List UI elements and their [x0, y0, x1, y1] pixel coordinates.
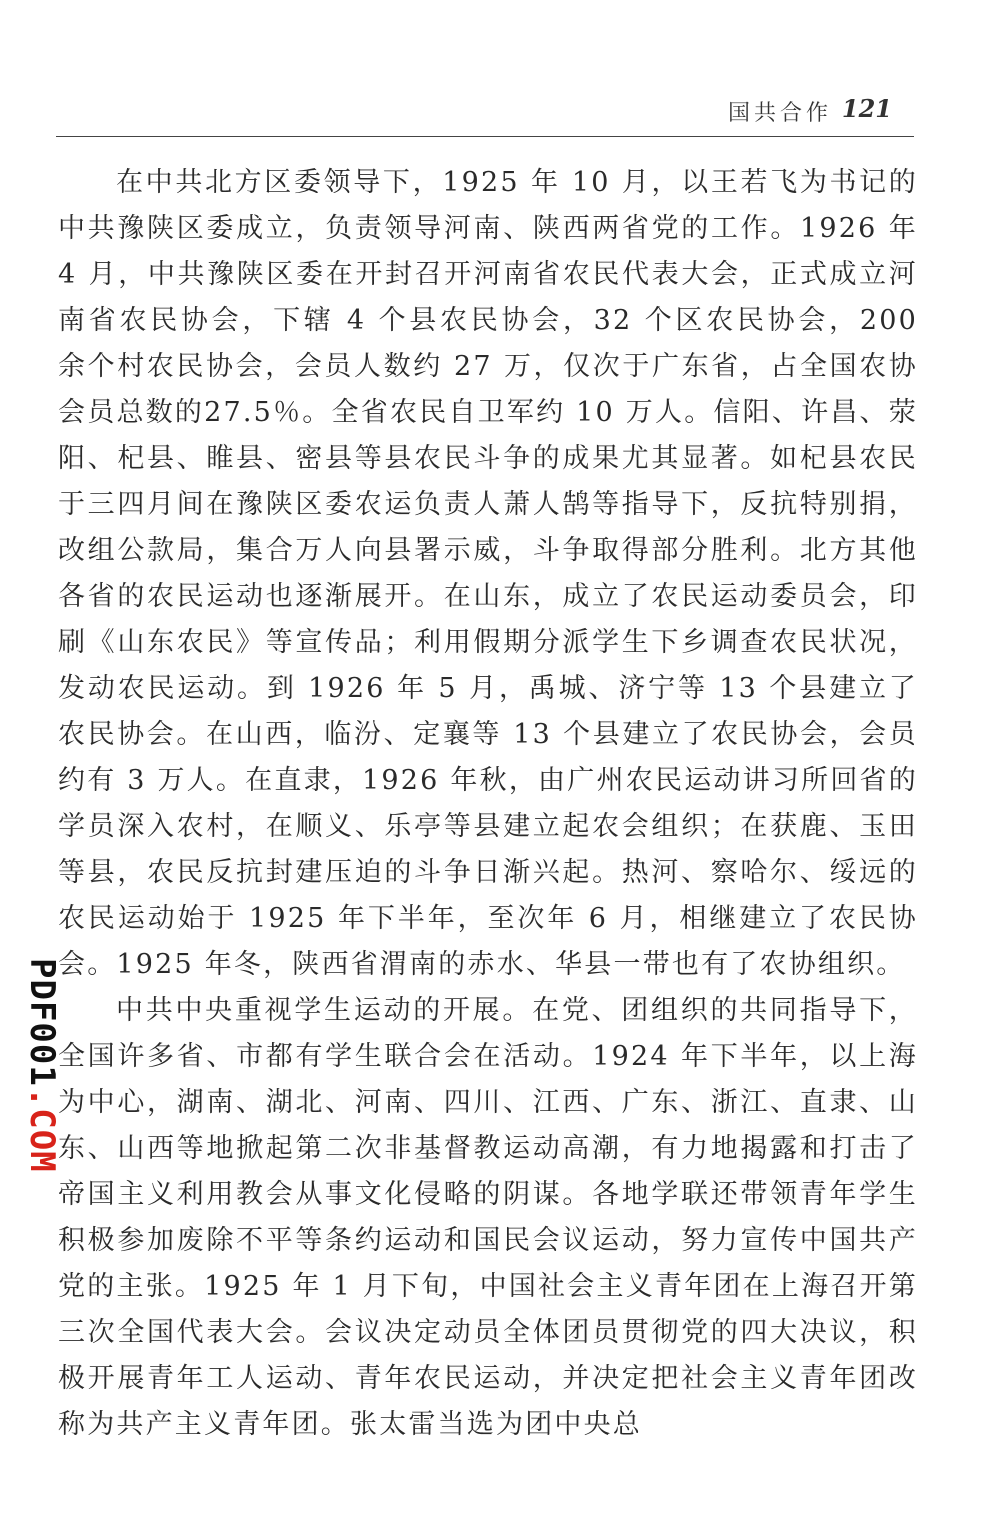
paragraph-2: 中共中央重视学生运动的开展。在党、团组织的共同指导下，全国许多省、市都有学生联合会在活动。1924 年下半年，以上海为中心，湖南、湖北、河南、四川、江西、广东、浙江、直隶、山东、山西等地掀起第二次非基督教运动高潮，有力地揭露和打击了帝国主义利用教会从事文化侵略的阴谋。各地学联还带领青年学生积极参加废除不平等条约运动和国民会议运动，努力宣传中国共产党的主张。1925 年 1 月下旬，中国社会主义青年团在上海召开第三次全国代表大会。会议决定动员全体团员贯彻党的四大决议，积极开展青年工人运动、青年农民运动，并决定把社会主义青年团改称为共产主义青年团。张太雷当选为团中央总: [58, 995, 918, 1440]
paragraph-1: 在中共北方区委领导下，1925 年 10 月，以王若飞为书记的中共豫陕区委成立，负责领导河南、陕西两省党的工作。1926 年 4 月，中共豫陕区委在开封召开河南省农民代表大会，正式成立河南省农民协会，下辖 4 个县农民协会，32 个区农民协会，200 余个村农民协会，会员人数约 27 万，仅次于广东省，占全国农协会员总数的27.5％。全省农民自卫军约 10 万人。信阳、许昌、荥阳、杞县、睢县、密县等县农民斗争的成果尤其显著。如杞县农民于三四月间在豫陕区委农运负责人萧人鹄等指导下，反抗特别捐，改组公款局，集合万人向县署示威，斗争取得部分胜利。北方其他各省的农民运动也逐渐展开。在山东，成立了农民运动委员会，印刷《山东农民》等宣传品；利用假期分派学生下乡调查农民状况，发动农民运动。到 1926 年 5 月，禹城、济宁等 13 个县建立了农民协会。在山西，临汾、定襄等 13 个县建立了农民协会，会员约有 3 万人。在直隶，1926 年秋，由广州农民运动讲习所回省的学员深入农村，在顺义、乐亭等县建立起农会组织；在获鹿、玉田等县，农民反抗封建压迫的斗争日渐兴起。热河、察哈尔、绥远的农民运动始于 1925 年下半年，至次年 6 月，相继建立了农民协会。1925 年冬，陕西省渭南的赤水、华县一带也有了农协组织。: [58, 167, 918, 980]
watermark-text: [22, 958, 62, 1173]
header-divider: [56, 136, 914, 137]
page-number: 121: [841, 94, 892, 123]
chapter-title: 国共合作: [727, 101, 832, 126]
body-text: [58, 160, 918, 1448]
watermark-part-1: PDF001: [22, 958, 62, 1087]
watermark: [0, 958, 62, 1208]
running-header: [56, 92, 914, 132]
watermark-part-2: .COM: [22, 1086, 62, 1173]
